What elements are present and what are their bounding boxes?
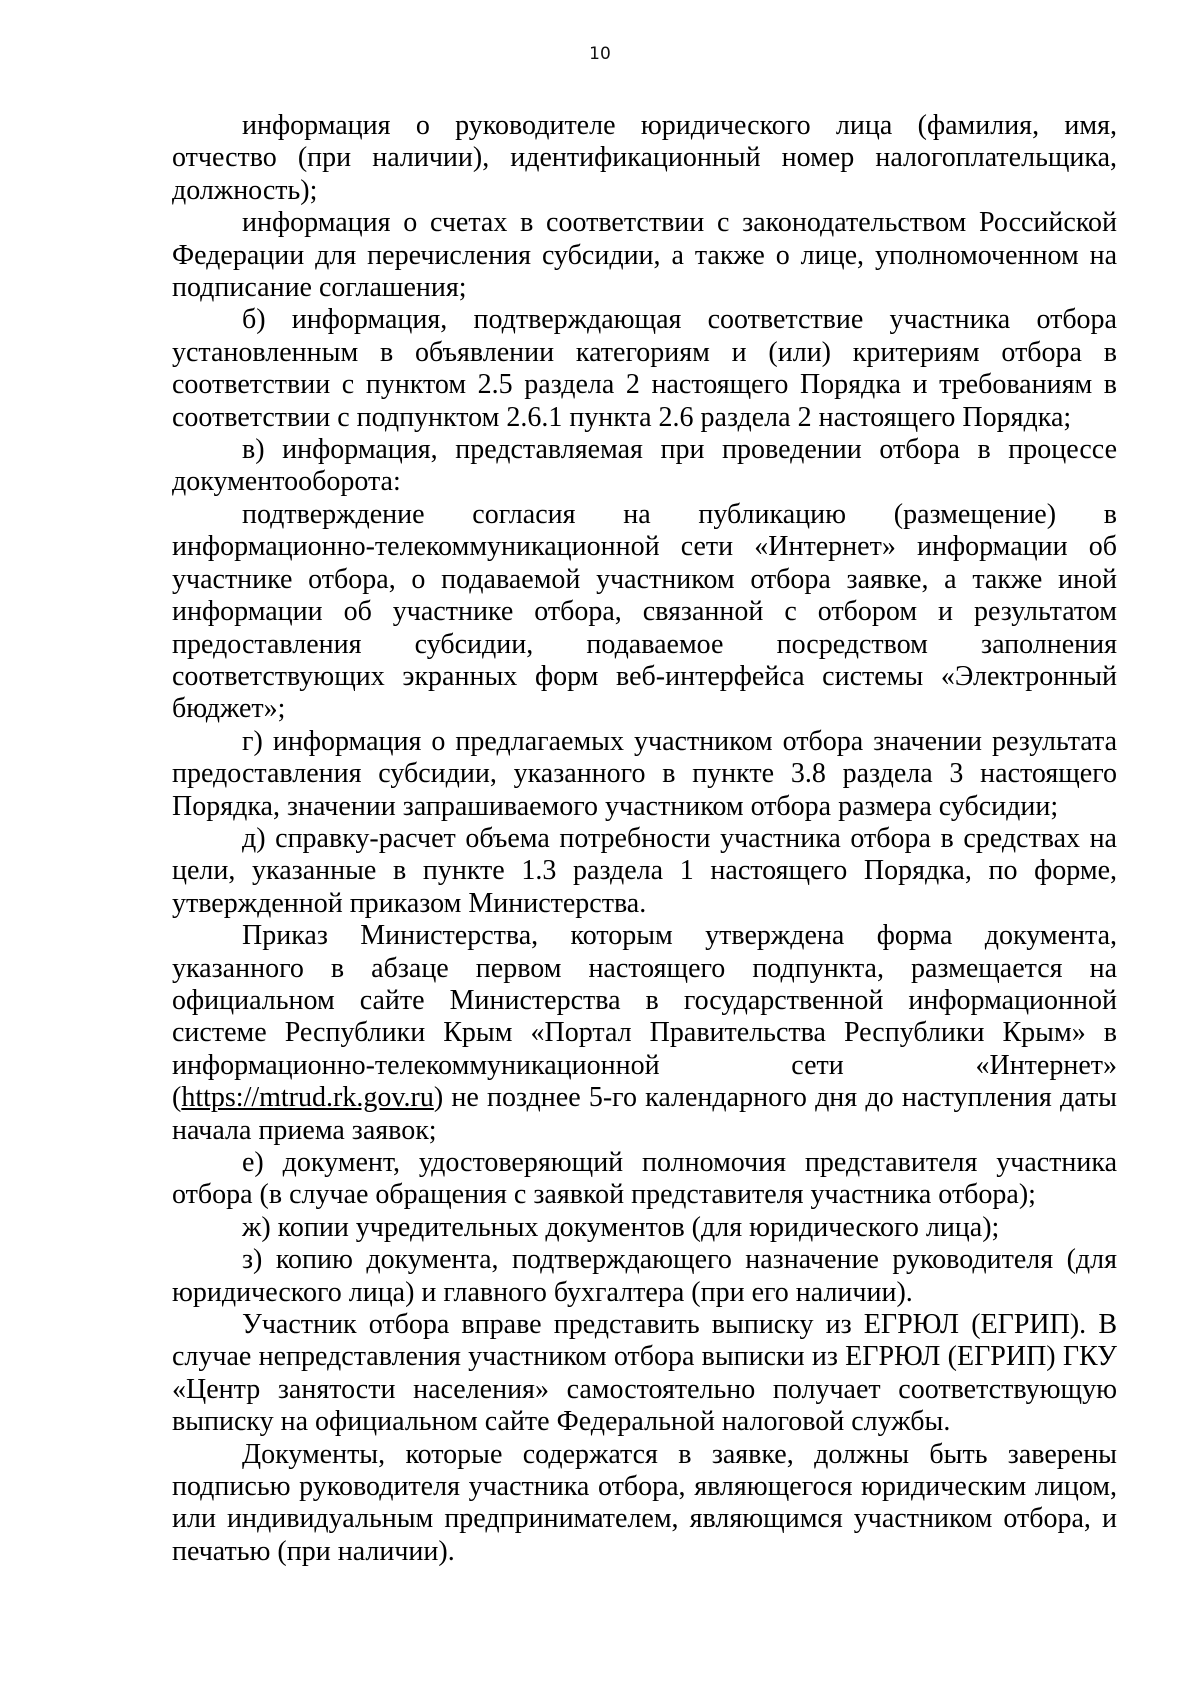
paragraph-head-info: информация о руководителе юридического лица (фамилия, имя, отчество (при наличии), идентификационный номер налогоплательщика, должность); [172,110,1117,206]
order-text-after-link: ) не позднее 5-го календарного дня до наступления даты начала приема заявок; [172,1082,1117,1146]
ministry-website-link[interactable]: https://mtrud.rk.gov.ru [181,1082,434,1114]
page-number: 10 [589,44,611,64]
paragraph-item-g: г) информация о предлагаемых участником отбора значении результата предоставления субсидии, указанного в пункте 3.8 раздела 3 настоящего Порядка, значении запрашиваемого участником отбора размера субсидии; [172,725,1117,822]
order-text-before-link: Приказ Министерства, которым утверждена форма документа, указанного в абзаце первом настоящего подпункта, размещается на официальном сайте Министерства в государственной информационной системе Республики Крым «Портал Правительства Республики Крым» в информационно-телекоммуникационной сети «Интернет» ( [172,920,1117,1114]
paragraph-item-e: е) документ, удостоверяющий полномочия представителя участника отбора (в случае обращения с заявкой представителя участника отбора); [172,1147,1117,1211]
paragraph-item-b: б) информация, подтверждающая соответствие участника отбора установленным в объявлении категориям и (или) критериям отбора в соответствии с пунктом 2.5 раздела 2 настоящего Порядка и требованиям в соответствии с подпунктом 2.6.1 пункта 2.6 раздела 2 настоящего Порядка; [172,304,1117,433]
paragraph-order [172,920,1117,1147]
paragraph-consent: подтверждение согласия на публикацию (размещение) в информационно-телекоммуникационной сети «Интернет» информации об участнике отбора, о подаваемой участником отбора заявке, а также иной информации об участнике отбора, связанной с отбором и результатом предоставления субсидии, подаваемое посредством заполнения соответствующих экранных форм веб-интерфейса системы «Электронный бюджет»; [172,498,1117,725]
paragraph-item-zh: ж) копии учредительных документов (для юридического лица); [242,1211,1000,1243]
paragraph-item-v: в) информация, представляемая при проведении отбора в процессе документооборота: [172,434,1117,498]
paragraph-documents-certified: Документы, которые содержатся в заявке, должны быть заверены подписью руководителя участника отбора, являющегося юридическим лицом, или индивидуальным предпринимателем, являющимся участником отбора, и печатью (при наличии). [172,1438,1117,1567]
document-body [172,110,1117,1568]
paragraph-accounts-info: информация о счетах в соответствии с законодательством Российской Федерации для перечисления субсидии, а также о лице, уполномоченном на подписание соглашения; [172,207,1117,304]
paragraph-egrul: Участник отбора вправе представить выписку из ЕГРЮЛ (ЕГРИП). В случае непредставления участником отбора выписки из ЕГРЮЛ (ЕГРИП) ГКУ «Центр занятости населения» самостоятельно получает соответствующую выписку на официальном сайте Федеральной налоговой службы. [172,1309,1117,1438]
paragraph-item-d: д) справку-расчет объема потребности участника отбора в средствах на цели, указанные в пункте 1.3 раздела 1 настоящего Порядка, по форме, утвержденной приказом Министерства. [172,822,1117,919]
paragraph-item-z: з) копию документа, подтверждающего назначение руководителя (для юридического лица) и главного бухгалтера (при его наличии). [172,1244,1117,1308]
